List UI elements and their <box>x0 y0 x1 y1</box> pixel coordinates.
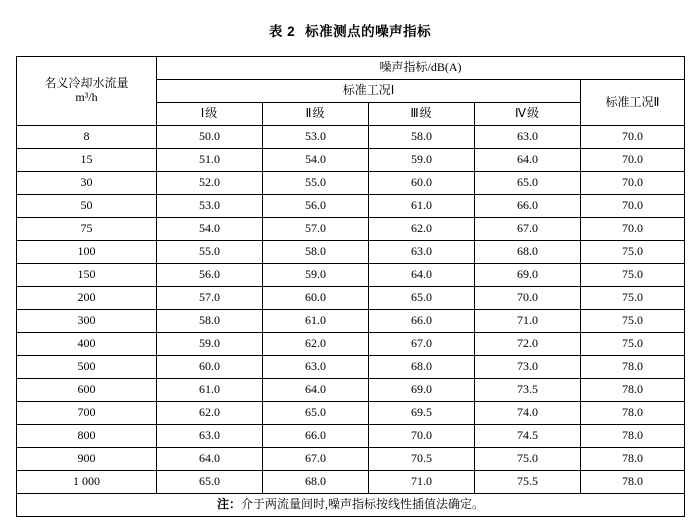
cell-grade-3: 70.0 <box>369 425 475 448</box>
cell-grade-5: 78.0 <box>581 402 685 425</box>
cell-grade-3: 67.0 <box>369 333 475 356</box>
cell-flow: 8 <box>17 126 157 149</box>
cell-flow: 15 <box>17 149 157 172</box>
cell-grade-2: 58.0 <box>263 241 369 264</box>
cell-grade-3: 71.0 <box>369 471 475 494</box>
header-condition-1: 标准工况Ⅰ <box>157 80 581 103</box>
cell-grade-2: 65.0 <box>263 402 369 425</box>
cell-grade-4: 75.5 <box>475 471 581 494</box>
cell-grade-3: 61.0 <box>369 195 475 218</box>
table-row <box>17 425 685 448</box>
cell-grade-2: 63.0 <box>263 356 369 379</box>
cell-grade-4: 75.0 <box>475 448 581 471</box>
cell-grade-2: 66.0 <box>263 425 369 448</box>
cell-grade-5: 78.0 <box>581 356 685 379</box>
header-flow-label: 名义冷却水流量 <box>44 76 129 91</box>
cell-grade-1: 62.0 <box>157 402 263 425</box>
cell-grade-5: 75.0 <box>581 264 685 287</box>
cell-grade-1: 60.0 <box>157 356 263 379</box>
cell-grade-3: 70.5 <box>369 448 475 471</box>
cell-grade-3: 60.0 <box>369 172 475 195</box>
cell-grade-2: 61.0 <box>263 310 369 333</box>
cell-grade-4: 71.0 <box>475 310 581 333</box>
cell-grade-1: 65.0 <box>157 471 263 494</box>
table-row <box>17 471 685 494</box>
table-row <box>17 356 685 379</box>
cell-grade-3: 64.0 <box>369 264 475 287</box>
note-text: 介于两流量间时,噪声指标按线性插值法确定。 <box>241 497 485 512</box>
cell-grade-3: 68.0 <box>369 356 475 379</box>
cell-grade-3: 58.0 <box>369 126 475 149</box>
table-row <box>17 287 685 310</box>
cell-grade-1: 61.0 <box>157 379 263 402</box>
cell-grade-5: 78.0 <box>581 425 685 448</box>
cell-grade-1: 57.0 <box>157 287 263 310</box>
header-flow-unit: m³/h <box>75 90 98 104</box>
cell-grade-2: 57.0 <box>263 218 369 241</box>
table-note <box>17 494 685 517</box>
noise-index-table <box>16 56 685 517</box>
table-row <box>17 195 685 218</box>
cell-flow: 30 <box>17 172 157 195</box>
cell-grade-4: 66.0 <box>475 195 581 218</box>
cell-grade-2: 53.0 <box>263 126 369 149</box>
cell-flow: 50 <box>17 195 157 218</box>
cell-flow: 1 000 <box>17 471 157 494</box>
cell-grade-4: 63.0 <box>475 126 581 149</box>
cell-grade-3: 66.0 <box>369 310 475 333</box>
cell-flow: 900 <box>17 448 157 471</box>
table-body <box>17 126 685 517</box>
table-row <box>17 241 685 264</box>
header-row-1 <box>17 57 685 80</box>
header-grade-4: Ⅳ级 <box>475 103 581 126</box>
cell-grade-1: 50.0 <box>157 126 263 149</box>
cell-flow: 150 <box>17 264 157 287</box>
cell-grade-1: 58.0 <box>157 310 263 333</box>
table-row <box>17 126 685 149</box>
cell-grade-3: 69.0 <box>369 379 475 402</box>
header-grade-2: Ⅱ级 <box>263 103 369 126</box>
cell-grade-4: 68.0 <box>475 241 581 264</box>
cell-grade-5: 78.0 <box>581 379 685 402</box>
table-row <box>17 172 685 195</box>
cell-grade-2: 64.0 <box>263 379 369 402</box>
note-label: 注： <box>217 497 242 512</box>
cell-grade-2: 67.0 <box>263 448 369 471</box>
cell-grade-4: 65.0 <box>475 172 581 195</box>
cell-grade-2: 54.0 <box>263 149 369 172</box>
cell-flow: 400 <box>17 333 157 356</box>
cell-grade-2: 55.0 <box>263 172 369 195</box>
cell-grade-5: 70.0 <box>581 126 685 149</box>
cell-grade-4: 73.0 <box>475 356 581 379</box>
cell-grade-5: 75.0 <box>581 333 685 356</box>
cell-grade-4: 69.0 <box>475 264 581 287</box>
cell-grade-5: 78.0 <box>581 448 685 471</box>
header-condition-2: 标准工况Ⅱ <box>581 80 685 126</box>
cell-grade-1: 64.0 <box>157 448 263 471</box>
cell-grade-5: 70.0 <box>581 218 685 241</box>
cell-flow: 500 <box>17 356 157 379</box>
cell-grade-3: 65.0 <box>369 287 475 310</box>
cell-grade-1: 55.0 <box>157 241 263 264</box>
table-row <box>17 310 685 333</box>
cell-flow: 600 <box>17 379 157 402</box>
cell-grade-3: 63.0 <box>369 241 475 264</box>
cell-grade-2: 60.0 <box>263 287 369 310</box>
cell-grade-2: 56.0 <box>263 195 369 218</box>
table-header <box>17 57 685 126</box>
cell-flow: 700 <box>17 402 157 425</box>
cell-flow: 800 <box>17 425 157 448</box>
cell-grade-4: 67.0 <box>475 218 581 241</box>
table-caption-title: 标准测点的噪声指标 <box>305 24 432 39</box>
cell-grade-1: 52.0 <box>157 172 263 195</box>
table-row <box>17 448 685 471</box>
cell-grade-4: 72.0 <box>475 333 581 356</box>
cell-flow: 100 <box>17 241 157 264</box>
cell-grade-3: 69.5 <box>369 402 475 425</box>
cell-grade-1: 59.0 <box>157 333 263 356</box>
cell-flow: 75 <box>17 218 157 241</box>
header-noise-index: 噪声指标/dB(A) <box>157 57 685 80</box>
table-row <box>17 218 685 241</box>
table-caption-number: 表 2 <box>268 24 296 39</box>
cell-grade-2: 62.0 <box>263 333 369 356</box>
cell-flow: 300 <box>17 310 157 333</box>
table-row <box>17 264 685 287</box>
table-row <box>17 379 685 402</box>
cell-grade-3: 62.0 <box>369 218 475 241</box>
cell-grade-5: 75.0 <box>581 310 685 333</box>
cell-grade-1: 54.0 <box>157 218 263 241</box>
cell-grade-1: 63.0 <box>157 425 263 448</box>
cell-flow: 200 <box>17 287 157 310</box>
cell-grade-1: 53.0 <box>157 195 263 218</box>
cell-grade-1: 56.0 <box>157 264 263 287</box>
cell-grade-4: 74.0 <box>475 402 581 425</box>
table-note-row <box>17 494 685 517</box>
cell-grade-2: 68.0 <box>263 471 369 494</box>
cell-grade-5: 70.0 <box>581 149 685 172</box>
cell-grade-5: 75.0 <box>581 287 685 310</box>
cell-grade-5: 70.0 <box>581 172 685 195</box>
cell-grade-5: 70.0 <box>581 195 685 218</box>
cell-grade-5: 75.0 <box>581 241 685 264</box>
cell-grade-2: 59.0 <box>263 264 369 287</box>
cell-grade-5: 78.0 <box>581 471 685 494</box>
cell-grade-3: 59.0 <box>369 149 475 172</box>
cell-grade-4: 73.5 <box>475 379 581 402</box>
table-caption <box>0 0 700 56</box>
cell-grade-4: 64.0 <box>475 149 581 172</box>
header-grade-3: Ⅲ级 <box>369 103 475 126</box>
header-flow <box>17 57 157 126</box>
cell-grade-1: 51.0 <box>157 149 263 172</box>
table-row <box>17 402 685 425</box>
table-row <box>17 333 685 356</box>
table-row <box>17 149 685 172</box>
table-container <box>0 56 700 517</box>
cell-grade-4: 70.0 <box>475 287 581 310</box>
header-grade-1: Ⅰ级 <box>157 103 263 126</box>
cell-grade-4: 74.5 <box>475 425 581 448</box>
